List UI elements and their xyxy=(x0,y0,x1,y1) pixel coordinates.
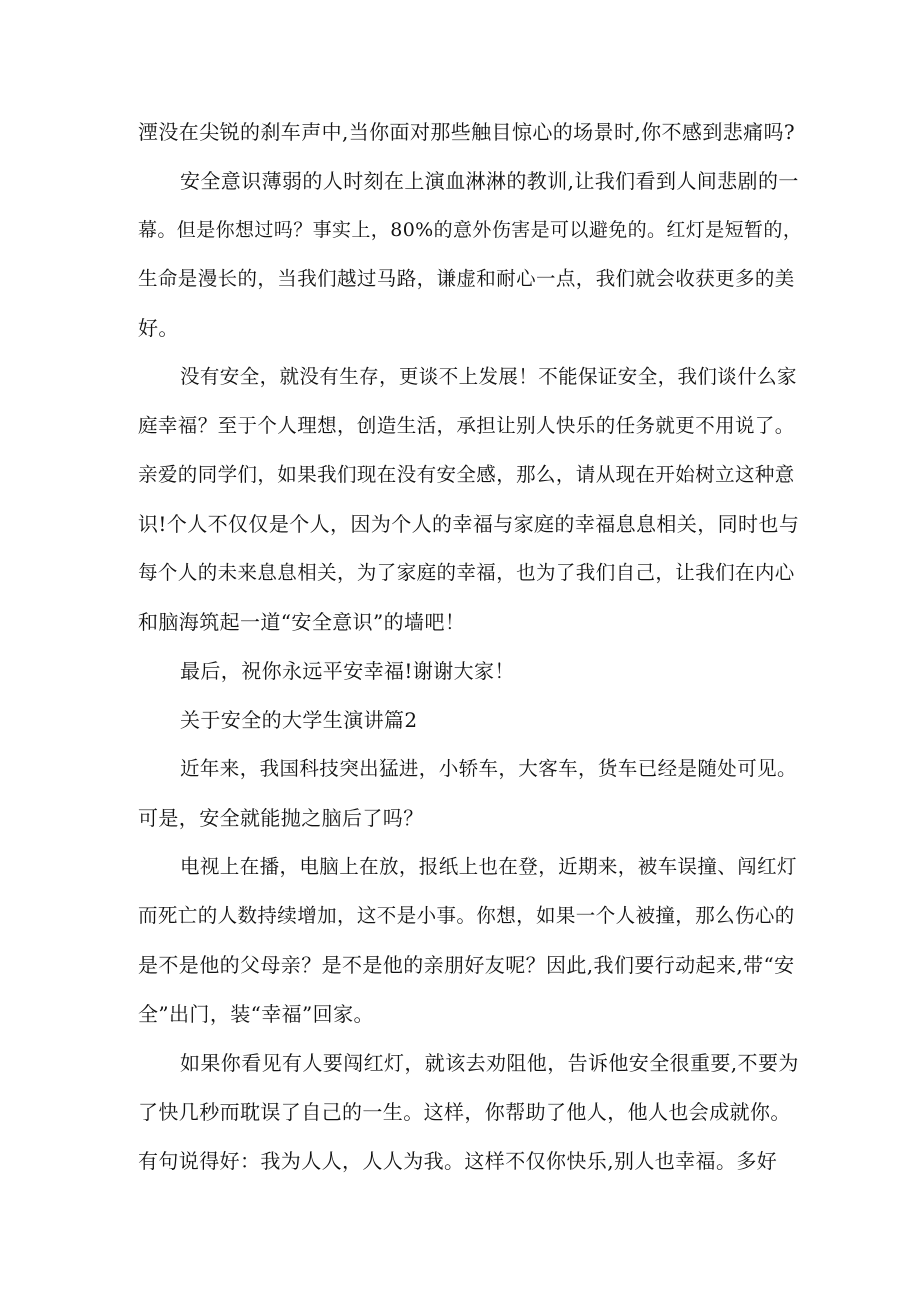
text-line: 而死亡的人数持续增加，这不是小事。你想，如果一个人被撞，那么伤心的 xyxy=(138,904,795,927)
paragraph-start-line: 近年来，我国科技突出猛进，小轿车，大客车，货车已经是随处可见。 xyxy=(180,757,797,780)
text-line: 了快几秒而耽误了自己的一生。这样，你帮助了他人，他人也会成就你。 xyxy=(138,1100,791,1124)
paragraph-start-line: 如果你看见有人要闯红灯，就该去劝阻他，告诉他安全很重要,不要为 xyxy=(180,1051,799,1075)
text-line: 好。 xyxy=(138,316,179,340)
section-heading: 关于安全的大学生演讲篇2 xyxy=(180,708,418,732)
paragraph-start-line: 没有安全，就没有生存，更谈不上发展！不能保证安全，我们谈什么家 xyxy=(180,365,797,388)
text-line: 全”出门，装“幸福”回家。 xyxy=(138,1002,374,1026)
text-line: 可是，安全就能抛之脑后了吗？ xyxy=(138,806,424,830)
text-line: 庭幸福？至于个人理想，创造生活，承担让别人快乐的任务就更不用说了。 xyxy=(138,414,795,437)
text-line: 识!个人不仅仅是个人，因为个人的幸福与家庭的幸福息息相关，同时也与 xyxy=(138,512,800,536)
text-line: 幕。但是你想过吗？事实上，80%的意外伤害是可以避免的。红灯是短暂的， xyxy=(138,219,803,241)
text-line: 每个人的未来息息相关，为了家庭的幸福，也为了我们自己，让我们在内心 xyxy=(138,561,795,584)
text-line: 生命是漫长的，当我们越过马路，谦虚和耐心一点，我们就会收获更多的美 xyxy=(138,267,795,290)
text-line: 有句说得好：我为人人，人人为我。这样不仅你快乐,别人也幸福。多好 xyxy=(138,1149,778,1173)
text-line: 和脑海筑起一道“安全意识”的墙吧！ xyxy=(138,610,466,634)
text-line: 是不是他的父母亲？是不是他的亲朋好友呢？因此,我们要行动起来,带“安 xyxy=(138,953,795,977)
text-line: 湮没在尖锐的刹车声中,当你面对那些触目惊心的场景时,你不感到悲痛吗? xyxy=(138,120,796,144)
paragraph-start-line: 安全意识薄弱的人时刻在上演血淋淋的教训,让我们看到人间悲剧的一 xyxy=(180,169,799,193)
paragraph-start-line: 最后，祝你永远平安幸福!谢谢大家！ xyxy=(180,659,515,683)
paragraph-start-line: 电视上在播，电脑上在放，报纸上也在登，近期来，被车误撞、闯红灯 xyxy=(180,855,797,878)
text-line: 亲爱的同学们，如果我们现在没有安全感，那么，请从现在开始树立这种意 xyxy=(138,463,795,486)
